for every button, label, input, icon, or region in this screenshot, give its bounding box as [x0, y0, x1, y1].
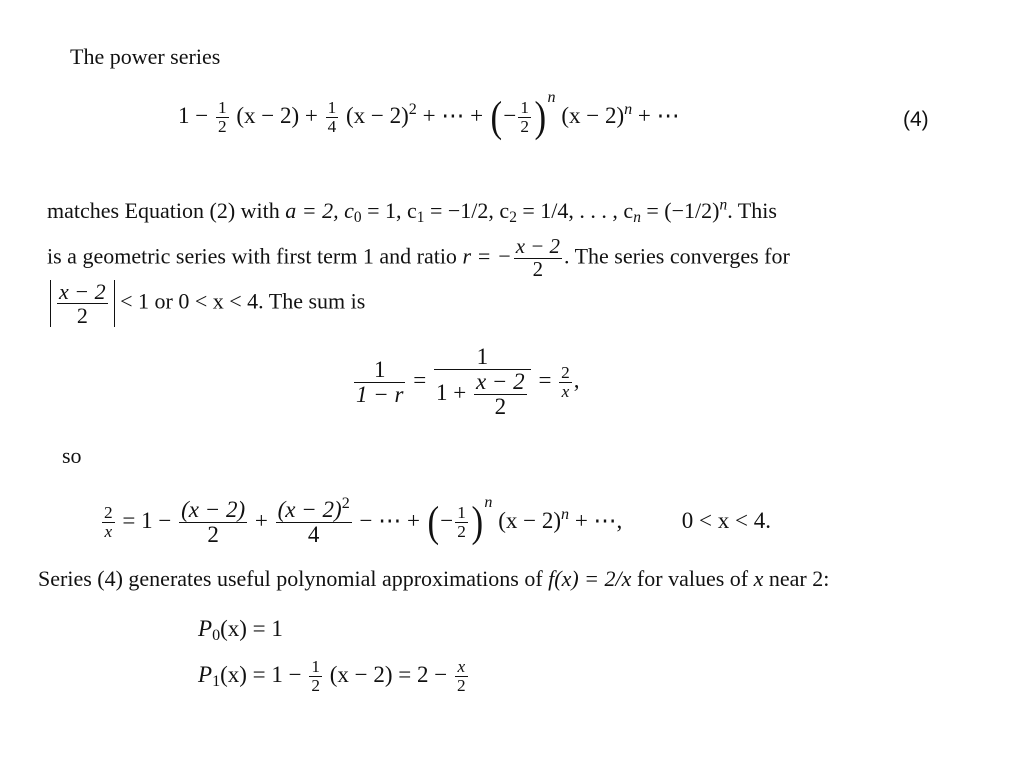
eq4-term2: $(x - 2)^2$	[346, 101, 417, 129]
eq4-term3: $(x - 2)^n$	[561, 101, 633, 129]
para-line-1: matches Equation (2) with a = 2, $c_0 = 1$, $c_1 = -1/2$, $c_2 = 1/4$, . . . , $c_n = (-1/2)^n$. This	[47, 196, 777, 226]
exp-condition: 0 < x < 4.	[681, 507, 771, 533]
eq4-paren-exp: n	[547, 89, 556, 107]
eq4-paren-open: (	[490, 93, 502, 141]
p1-frac-x-half: $\frac{x}{2}$	[456, 657, 466, 696]
sum-inner-fraction: $\frac{x - 2}{2}$	[475, 369, 525, 420]
sum-frac-3: $\frac{2}{x}$	[561, 362, 570, 401]
para-line-2: is a geometric series with first term 1 and ratio r = − $\frac{x - 2}{2}$ . The series converges for	[47, 234, 790, 281]
so-text: so	[62, 443, 82, 468]
sum-equation: $\frac{1}{1 - r}$ = 1 1 + $\frac{x - 2}{2}$ = $\frac{2}{x}$ ,	[356, 344, 580, 420]
eq4-paren-close: )	[534, 93, 547, 141]
expansion-equation: $\frac{2}{x}$ = 1 − $\frac{(x - 2)}{2}$ + $\frac{(x - 2)^2}{4}$ − ⋯ + (− $\frac{1}{2}$ )$^n$ $(x - 2)^n$ + ⋯, 0 < x < 4.	[104, 494, 771, 548]
equation-4	[178, 89, 680, 141]
series-line: Series (4) generates useful polynomial approximations of f(x) = 2/x for values of x near 2:	[38, 566, 830, 591]
abs-value	[50, 280, 115, 327]
intro-text: The power series	[70, 44, 221, 69]
ratio-fraction: $\frac{x - 2}{2}$	[515, 234, 560, 281]
eq4-frac-half: $\frac{1}{2}$	[217, 98, 227, 137]
abs-fraction: $\frac{x - 2}{2}$	[59, 279, 106, 329]
eq4-dots: + ⋯ +	[422, 103, 484, 129]
p1-equation: $P_1(x) = 1$ − $\frac{1}{2}$ (x − 2) = 2 − $\frac{x}{2}$	[198, 657, 466, 696]
sum-frac-2: 1 1 + $\frac{x - 2}{2}$	[434, 345, 531, 419]
eq4-one: 1	[178, 103, 190, 129]
sum-frac-1: $\frac{1}{1 - r}$	[356, 356, 404, 407]
exp-frac-a: $\frac{(x - 2)}{2}$	[181, 497, 246, 548]
eq4-tail: + ⋯	[637, 103, 680, 129]
p1-frac-half: $\frac{1}{2}$	[311, 657, 320, 696]
eq4-frac-quarter: $\frac{1}{4}$	[327, 98, 337, 137]
exp-lhs-frac: $\frac{2}{x}$	[104, 503, 113, 542]
para-line-3: $\frac{x - 2}{2}$ < 1 or 0 < x < 4. The sum is	[50, 280, 365, 327]
p0-equation: $P_0(x) = 1$	[198, 616, 283, 645]
equation-number: (4)	[903, 108, 929, 131]
eq4-neg: −	[503, 103, 517, 129]
exp-frac-c: $\frac{1}{2}$	[457, 503, 466, 542]
eq4-frac-neg-half: $\frac{1}{2}$	[520, 98, 529, 137]
exp-frac-b: $\frac{(x - 2)^2}{4}$	[277, 495, 350, 548]
eq4-minus: −	[195, 103, 209, 129]
eq4-term1: (x − 2) +	[236, 103, 318, 129]
